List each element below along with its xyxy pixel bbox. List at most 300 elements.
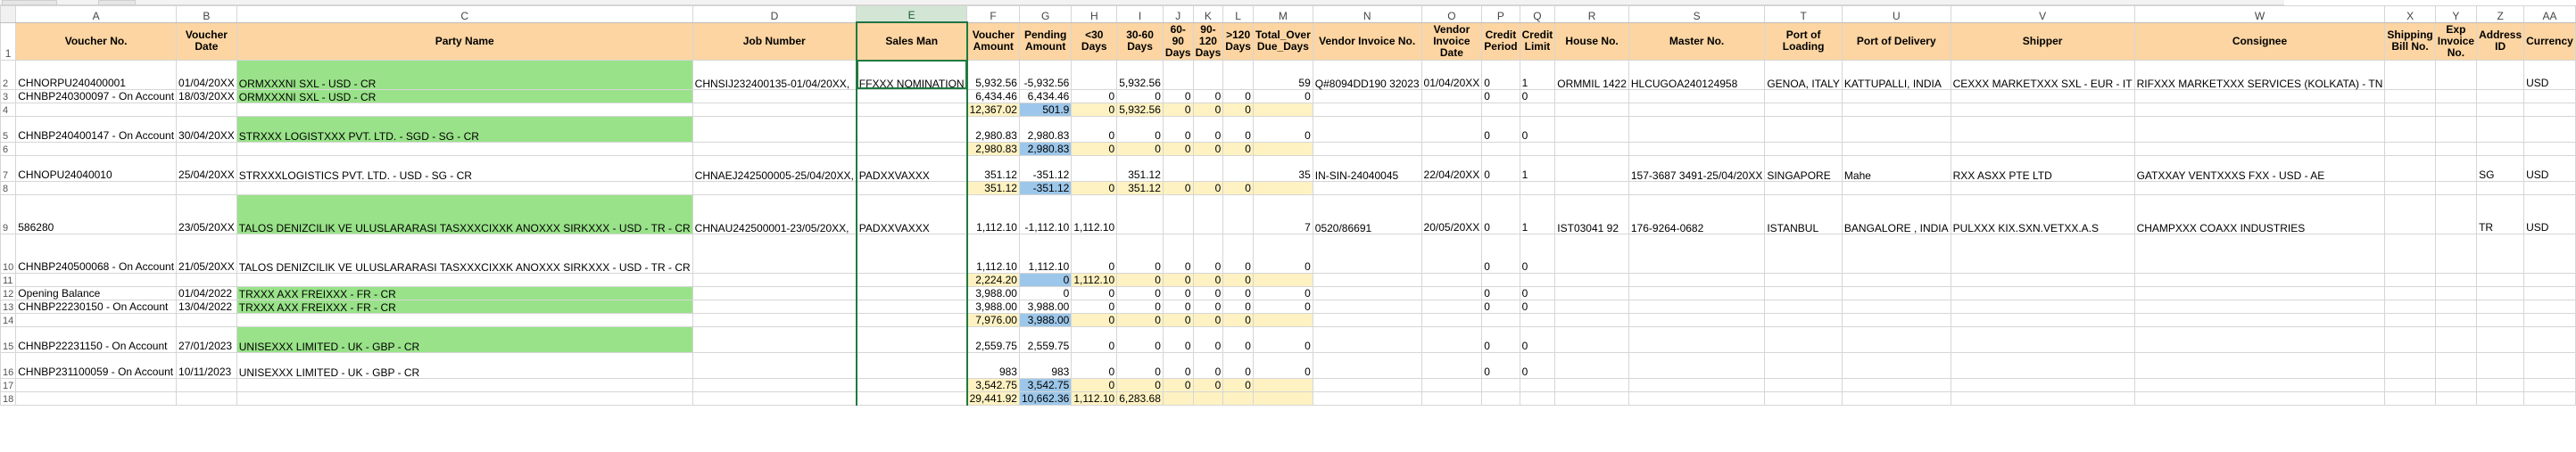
cell-Q3[interactable]: 0 (1520, 89, 1555, 103)
cell-M18[interactable] (1253, 391, 1313, 405)
cell-T9[interactable]: ISTANBUL (1765, 194, 1843, 234)
cell-B2[interactable]: 01/04/20XX (177, 60, 237, 89)
cell-L15[interactable]: 0 (1223, 326, 1254, 352)
cell-J10[interactable]: 0 (1163, 234, 1193, 273)
cell-W6[interactable] (2134, 142, 2385, 155)
cell-X17[interactable] (2385, 378, 2435, 391)
cell-F5[interactable]: 2,980.83 (967, 116, 1020, 142)
header-cell-P[interactable]: Credit Period (1482, 22, 1520, 60)
cell-AA11[interactable] (2524, 273, 2576, 286)
cell-O14[interactable] (1421, 313, 1482, 326)
cell-H9[interactable]: 1,112.10 (1072, 194, 1117, 234)
cell-H11[interactable]: 1,112.10 (1072, 273, 1117, 286)
cell-L17[interactable]: 0 (1223, 378, 1254, 391)
cell-A9[interactable]: 586280 (16, 194, 177, 234)
cell-Q15[interactable]: 0 (1520, 326, 1555, 352)
cell-S9[interactable]: 176-9264-0682 (1628, 194, 1764, 234)
cell-L13[interactable]: 0 (1223, 300, 1254, 313)
cell-Y5[interactable] (2435, 116, 2476, 142)
cell-AA5[interactable] (2524, 116, 2576, 142)
cell-O9[interactable]: 20/05/20XX (1421, 194, 1482, 234)
cell-H5[interactable]: 0 (1072, 116, 1117, 142)
cell-D2[interactable]: CHNSIJ232400135-01/04/20XX, (692, 60, 857, 89)
cell-T2[interactable]: GENOA, ITALY (1765, 60, 1843, 89)
cell-X4[interactable] (2385, 103, 2435, 116)
cell-V13[interactable] (1951, 300, 2134, 313)
column-header-G[interactable]: G (1019, 6, 1071, 23)
cell-P14[interactable] (1482, 313, 1520, 326)
cell-Y15[interactable] (2435, 326, 2476, 352)
column-header-H[interactable]: H (1072, 6, 1117, 23)
cell-B12[interactable]: 01/04/2022 (177, 286, 237, 300)
cell-S18[interactable] (1628, 391, 1764, 405)
cell-L18[interactable] (1223, 391, 1254, 405)
cell-U2[interactable]: KATTUPALLI, INDIA (1842, 60, 1951, 89)
header-cell-X[interactable]: Shipping Bill No. (2385, 22, 2435, 60)
cell-R16[interactable] (1555, 352, 1629, 378)
header-cell-AA[interactable]: Currency (2524, 22, 2576, 60)
cell-U17[interactable] (1842, 378, 1951, 391)
cell-F18[interactable]: 29,441.92 (967, 391, 1020, 405)
cell-X6[interactable] (2385, 142, 2435, 155)
row-number[interactable]: 6 (1, 142, 16, 155)
cell-K9[interactable] (1193, 194, 1223, 234)
cell-Q18[interactable] (1520, 391, 1555, 405)
cell-R3[interactable] (1555, 89, 1629, 103)
header-cell-Q[interactable]: Credit Limit (1520, 22, 1555, 60)
cell-P8[interactable] (1482, 181, 1520, 194)
row-number[interactable]: 12 (1, 286, 16, 300)
cell-S4[interactable] (1628, 103, 1764, 116)
cell-M16[interactable]: 0 (1253, 352, 1313, 378)
cell-D7[interactable]: CHNAEJ242500005-25/04/20XX, (692, 155, 857, 181)
cell-Q16[interactable]: 0 (1520, 352, 1555, 378)
cell-D16[interactable] (692, 352, 857, 378)
cell-K14[interactable]: 0 (1193, 313, 1223, 326)
cell-Z14[interactable] (2477, 313, 2524, 326)
cell-N11[interactable] (1313, 273, 1421, 286)
cell-D6[interactable] (692, 142, 857, 155)
cell-V9[interactable]: PULXXX KIX.SXN.VETXX.A.S (1951, 194, 2134, 234)
cell-I5[interactable]: 0 (1117, 116, 1164, 142)
cell-I18[interactable]: 6,283.68 (1117, 391, 1164, 405)
cell-P5[interactable]: 0 (1482, 116, 1520, 142)
cell-H2[interactable] (1072, 60, 1117, 89)
cell-A3[interactable]: CHNBP240300097 - On Account (16, 89, 177, 103)
cell-AA13[interactable] (2524, 300, 2576, 313)
cell-Q5[interactable]: 0 (1520, 116, 1555, 142)
cell-E15[interactable] (857, 326, 967, 352)
cell-Y7[interactable] (2435, 155, 2476, 181)
cell-S8[interactable] (1628, 181, 1764, 194)
cell-X3[interactable] (2385, 89, 2435, 103)
cell-V18[interactable] (1951, 391, 2134, 405)
cell-K15[interactable]: 0 (1193, 326, 1223, 352)
cell-T7[interactable]: SINGAPORE (1765, 155, 1843, 181)
select-all-corner[interactable] (1, 6, 16, 23)
cell-Y4[interactable] (2435, 103, 2476, 116)
cell-R18[interactable] (1555, 391, 1629, 405)
cell-Z12[interactable] (2477, 286, 2524, 300)
cell-AA17[interactable] (2524, 378, 2576, 391)
cell-O17[interactable] (1421, 378, 1482, 391)
column-header-U[interactable]: U (1842, 6, 1951, 23)
row-number[interactable]: 3 (1, 89, 16, 103)
cell-R17[interactable] (1555, 378, 1629, 391)
cell-C18[interactable] (236, 391, 692, 405)
row-number[interactable]: 5 (1, 116, 16, 142)
cell-D4[interactable] (692, 103, 857, 116)
cell-Y13[interactable] (2435, 300, 2476, 313)
cell-N7[interactable]: IN-SIN-24040045 (1313, 155, 1421, 181)
cell-E6[interactable] (857, 142, 967, 155)
header-cell-D[interactable]: Job Number (692, 22, 857, 60)
column-header-O[interactable]: O (1421, 6, 1482, 23)
cell-F17[interactable]: 3,542.75 (967, 378, 1020, 391)
cell-J18[interactable] (1163, 391, 1193, 405)
cell-V16[interactable] (1951, 352, 2134, 378)
cell-R10[interactable] (1555, 234, 1629, 273)
cell-V11[interactable] (1951, 273, 2134, 286)
cell-P15[interactable]: 0 (1482, 326, 1520, 352)
cell-B7[interactable]: 25/04/20XX (177, 155, 237, 181)
cell-G18[interactable]: 10,662.36 (1019, 391, 1071, 405)
cell-F16[interactable]: 983 (967, 352, 1020, 378)
cell-R9[interactable]: IST03041 92 (1555, 194, 1629, 234)
cell-R5[interactable] (1555, 116, 1629, 142)
cell-Z4[interactable] (2477, 103, 2524, 116)
header-cell-N[interactable]: Vendor Invoice No. (1313, 22, 1421, 60)
cell-G13[interactable]: 3,988.00 (1019, 300, 1071, 313)
cell-Z8[interactable] (2477, 181, 2524, 194)
column-header-F[interactable]: F (967, 6, 1020, 23)
row-number[interactable]: 11 (1, 273, 16, 286)
cell-N8[interactable] (1313, 181, 1421, 194)
cell-C14[interactable] (236, 313, 692, 326)
cell-O8[interactable] (1421, 181, 1482, 194)
column-header-T[interactable]: T (1765, 6, 1843, 23)
cell-F2[interactable]: 5,932.56 (967, 60, 1020, 89)
cell-E13[interactable] (857, 300, 967, 313)
cell-F15[interactable]: 2,559.75 (967, 326, 1020, 352)
cell-J7[interactable] (1163, 155, 1193, 181)
row-number[interactable]: 7 (1, 155, 16, 181)
cell-I15[interactable]: 0 (1117, 326, 1164, 352)
cell-G12[interactable]: 0 (1019, 286, 1071, 300)
row-number[interactable]: 4 (1, 103, 16, 116)
column-header-J[interactable]: J (1163, 6, 1193, 23)
cell-W18[interactable] (2134, 391, 2385, 405)
cell-K5[interactable]: 0 (1193, 116, 1223, 142)
cell-H13[interactable]: 0 (1072, 300, 1117, 313)
cell-D13[interactable] (692, 300, 857, 313)
cell-G15[interactable]: 2,559.75 (1019, 326, 1071, 352)
cell-Z18[interactable] (2477, 391, 2524, 405)
header-cell-J[interactable]: 60-90 Days (1163, 22, 1193, 60)
cell-N2[interactable]: Q#8094DD190 32023 (1313, 60, 1421, 89)
cell-V7[interactable]: RXX ASXX PTE LTD (1951, 155, 2134, 181)
cell-H10[interactable]: 0 (1072, 234, 1117, 273)
cell-T3[interactable] (1765, 89, 1843, 103)
cell-O6[interactable] (1421, 142, 1482, 155)
row-number[interactable]: 15 (1, 326, 16, 352)
header-cell-E[interactable]: Sales Man (857, 22, 967, 60)
cell-T5[interactable] (1765, 116, 1843, 142)
cell-G2[interactable]: -5,932.56 (1019, 60, 1071, 89)
cell-Z5[interactable] (2477, 116, 2524, 142)
header-cell-F[interactable]: Voucher Amount (967, 22, 1020, 60)
cell-U10[interactable] (1842, 234, 1951, 273)
cell-J17[interactable]: 0 (1163, 378, 1193, 391)
cell-E9[interactable]: PADXXVAXXX (857, 194, 967, 234)
cell-X8[interactable] (2385, 181, 2435, 194)
cell-AA15[interactable] (2524, 326, 2576, 352)
cell-V17[interactable] (1951, 378, 2134, 391)
cell-U3[interactable] (1842, 89, 1951, 103)
cell-D3[interactable] (692, 89, 857, 103)
cell-A2[interactable]: CHNORPU240400001 (16, 60, 177, 89)
cell-A10[interactable]: CHNBP240500068 - On Account (16, 234, 177, 273)
cell-K7[interactable] (1193, 155, 1223, 181)
cell-B4[interactable] (177, 103, 237, 116)
cell-S16[interactable] (1628, 352, 1764, 378)
cell-N3[interactable] (1313, 89, 1421, 103)
cell-M3[interactable]: 0 (1253, 89, 1313, 103)
cell-P9[interactable]: 0 (1482, 194, 1520, 234)
header-cell-W[interactable]: Consignee (2134, 22, 2385, 60)
cell-A5[interactable]: CHNBP240400147 - On Account (16, 116, 177, 142)
cell-M5[interactable]: 0 (1253, 116, 1313, 142)
cell-R14[interactable] (1555, 313, 1629, 326)
cell-E16[interactable] (857, 352, 967, 378)
cell-Y11[interactable] (2435, 273, 2476, 286)
cell-I3[interactable]: 0 (1117, 89, 1164, 103)
cell-A18[interactable] (16, 391, 177, 405)
row-number[interactable]: 17 (1, 378, 16, 391)
cell-S2[interactable]: HLCUGOA240124958 (1628, 60, 1764, 89)
header-cell-K[interactable]: 90-120 Days (1193, 22, 1223, 60)
cell-C2[interactable]: ORMXXXNI SXL - USD - CR (236, 60, 692, 89)
cell-T6[interactable] (1765, 142, 1843, 155)
cell-H18[interactable]: 1,112.10 (1072, 391, 1117, 405)
cell-O18[interactable] (1421, 391, 1482, 405)
cell-AA12[interactable] (2524, 286, 2576, 300)
cell-AA14[interactable] (2524, 313, 2576, 326)
cell-P10[interactable]: 0 (1482, 234, 1520, 273)
column-header-S[interactable]: S (1628, 6, 1764, 23)
cell-S12[interactable] (1628, 286, 1764, 300)
cell-A17[interactable] (16, 378, 177, 391)
cell-Z10[interactable] (2477, 234, 2524, 273)
cell-D8[interactable] (692, 181, 857, 194)
cell-O15[interactable] (1421, 326, 1482, 352)
cell-W11[interactable] (2134, 273, 2385, 286)
cell-P11[interactable] (1482, 273, 1520, 286)
cell-C9[interactable]: TALOS DENIZCILIK VE ULUSLARARASI TASXXXCIXXK ANOXXX SIRKXXX - USD - TR - CR (236, 194, 692, 234)
cell-J5[interactable]: 0 (1163, 116, 1193, 142)
cell-J3[interactable]: 0 (1163, 89, 1193, 103)
column-header-C[interactable]: C (236, 6, 692, 23)
header-cell-L[interactable]: >120 Days (1223, 22, 1254, 60)
cell-U13[interactable] (1842, 300, 1951, 313)
spreadsheet-grid[interactable] (0, 5, 2576, 406)
cell-S7[interactable]: 157-3687 3491-25/04/20XX (1628, 155, 1764, 181)
cell-R6[interactable] (1555, 142, 1629, 155)
cell-V15[interactable] (1951, 326, 2134, 352)
cell-Y3[interactable] (2435, 89, 2476, 103)
cell-C7[interactable]: STRXXXLOGISTICS PVT. LTD. - USD - SG - CR (236, 155, 692, 181)
cell-Q14[interactable] (1520, 313, 1555, 326)
cell-E8[interactable] (857, 181, 967, 194)
cell-M17[interactable] (1253, 378, 1313, 391)
cell-F4[interactable]: 12,367.02 (967, 103, 1020, 116)
header-cell-A[interactable]: Voucher No. (16, 22, 177, 60)
cell-B14[interactable] (177, 313, 237, 326)
header-cell-Y[interactable]: Exp Invoice No. (2435, 22, 2476, 60)
cell-J11[interactable]: 0 (1163, 273, 1193, 286)
cell-K18[interactable] (1193, 391, 1223, 405)
cell-Z3[interactable] (2477, 89, 2524, 103)
cell-Y10[interactable] (2435, 234, 2476, 273)
cell-X13[interactable] (2385, 300, 2435, 313)
cell-O10[interactable] (1421, 234, 1482, 273)
cell-J9[interactable] (1163, 194, 1193, 234)
cell-A15[interactable]: CHNBP22231150 - On Account (16, 326, 177, 352)
cell-T15[interactable] (1765, 326, 1843, 352)
cell-W13[interactable] (2134, 300, 2385, 313)
column-header-X[interactable]: X (2385, 6, 2435, 23)
column-header-Q[interactable]: Q (1520, 6, 1555, 23)
cell-T18[interactable] (1765, 391, 1843, 405)
header-cell-Z[interactable]: Address ID (2477, 22, 2524, 60)
cell-M7[interactable]: 35 (1253, 155, 1313, 181)
cell-B17[interactable] (177, 378, 237, 391)
cell-U9[interactable]: BANGALORE , INDIA (1842, 194, 1951, 234)
cell-V5[interactable] (1951, 116, 2134, 142)
column-header-R[interactable]: R (1555, 6, 1629, 23)
cell-C15[interactable]: UNISEXXX LIMITED - UK - GBP - CR (236, 326, 692, 352)
cell-B11[interactable] (177, 273, 237, 286)
column-header-E[interactable]: E (857, 6, 967, 23)
header-cell-I[interactable]: 30-60 Days (1117, 22, 1164, 60)
cell-O16[interactable] (1421, 352, 1482, 378)
header-cell-T[interactable]: Port of Loading (1765, 22, 1843, 60)
cell-O5[interactable] (1421, 116, 1482, 142)
cell-F14[interactable]: 7,976.00 (967, 313, 1020, 326)
cell-G16[interactable]: 983 (1019, 352, 1071, 378)
cell-Y17[interactable] (2435, 378, 2476, 391)
cell-L14[interactable]: 0 (1223, 313, 1254, 326)
cell-Q2[interactable]: 1 (1520, 60, 1555, 89)
cell-J15[interactable]: 0 (1163, 326, 1193, 352)
cell-M2[interactable]: 59 (1253, 60, 1313, 89)
cell-P4[interactable] (1482, 103, 1520, 116)
cell-R15[interactable] (1555, 326, 1629, 352)
cell-N14[interactable] (1313, 313, 1421, 326)
cell-AA6[interactable] (2524, 142, 2576, 155)
cell-A6[interactable] (16, 142, 177, 155)
header-cell-R[interactable]: House No. (1555, 22, 1629, 60)
cell-B5[interactable]: 30/04/20XX (177, 116, 237, 142)
cell-D11[interactable] (692, 273, 857, 286)
cell-E11[interactable] (857, 273, 967, 286)
header-cell-O[interactable]: Vendor Invoice Date (1421, 22, 1482, 60)
cell-E4[interactable] (857, 103, 967, 116)
cell-G11[interactable]: 0 (1019, 273, 1071, 286)
cell-J14[interactable]: 0 (1163, 313, 1193, 326)
column-header-A[interactable]: A (16, 6, 177, 23)
cell-F7[interactable]: 351.12 (967, 155, 1020, 181)
cell-G3[interactable]: 6,434.46 (1019, 89, 1071, 103)
cell-V10[interactable] (1951, 234, 2134, 273)
cell-R7[interactable] (1555, 155, 1629, 181)
cell-E3[interactable] (857, 89, 967, 103)
cell-T16[interactable] (1765, 352, 1843, 378)
cell-G8[interactable]: -351.12 (1019, 181, 1071, 194)
cell-W17[interactable] (2134, 378, 2385, 391)
cell-Q17[interactable] (1520, 378, 1555, 391)
cell-H12[interactable]: 0 (1072, 286, 1117, 300)
cell-W7[interactable]: GATXXAY VENTXXXS FXX - USD - AE (2134, 155, 2385, 181)
cell-M15[interactable]: 0 (1253, 326, 1313, 352)
cell-D9[interactable]: CHNAU242500001-23/05/20XX, (692, 194, 857, 234)
cell-N5[interactable] (1313, 116, 1421, 142)
cell-W10[interactable] (2134, 234, 2385, 273)
cell-Y14[interactable] (2435, 313, 2476, 326)
cell-B16[interactable]: 10/11/2023 (177, 352, 237, 378)
cell-I9[interactable] (1117, 194, 1164, 234)
cell-M8[interactable] (1253, 181, 1313, 194)
cell-S15[interactable] (1628, 326, 1764, 352)
row-number[interactable]: 8 (1, 181, 16, 194)
cell-Z15[interactable] (2477, 326, 2524, 352)
cell-B15[interactable]: 27/01/2023 (177, 326, 237, 352)
cell-Q6[interactable] (1520, 142, 1555, 155)
column-header-W[interactable]: W (2134, 6, 2385, 23)
row-number[interactable]: 2 (1, 60, 16, 89)
cell-A16[interactable]: CHNBP231100059 - On Account (16, 352, 177, 378)
cell-M4[interactable] (1253, 103, 1313, 116)
cell-AA3[interactable] (2524, 89, 2576, 103)
cell-W8[interactable] (2134, 181, 2385, 194)
cell-AA7[interactable]: USD (2524, 155, 2576, 181)
cell-L8[interactable]: 0 (1223, 181, 1254, 194)
cell-S6[interactable] (1628, 142, 1764, 155)
cell-G6[interactable]: 2,980.83 (1019, 142, 1071, 155)
column-header-N[interactable]: N (1313, 6, 1421, 23)
cell-J2[interactable] (1163, 60, 1193, 89)
cell-R4[interactable] (1555, 103, 1629, 116)
cell-G17[interactable]: 3,542.75 (1019, 378, 1071, 391)
column-header-I[interactable]: I (1117, 6, 1164, 23)
cell-N10[interactable] (1313, 234, 1421, 273)
cell-S5[interactable] (1628, 116, 1764, 142)
cell-E18[interactable] (857, 391, 967, 405)
cell-M6[interactable] (1253, 142, 1313, 155)
cell-U5[interactable] (1842, 116, 1951, 142)
cell-J6[interactable]: 0 (1163, 142, 1193, 155)
cell-S17[interactable] (1628, 378, 1764, 391)
cell-E2[interactable]: FFXXX NOMINATION (857, 60, 967, 89)
row-number[interactable]: 18 (1, 391, 16, 405)
cell-AA2[interactable]: USD (2524, 60, 2576, 89)
cell-AA10[interactable] (2524, 234, 2576, 273)
cell-P2[interactable]: 0 (1482, 60, 1520, 89)
cell-R2[interactable]: ORMMIL 1422 (1555, 60, 1629, 89)
cell-P3[interactable]: 0 (1482, 89, 1520, 103)
cell-X9[interactable] (2385, 194, 2435, 234)
cell-Y6[interactable] (2435, 142, 2476, 155)
